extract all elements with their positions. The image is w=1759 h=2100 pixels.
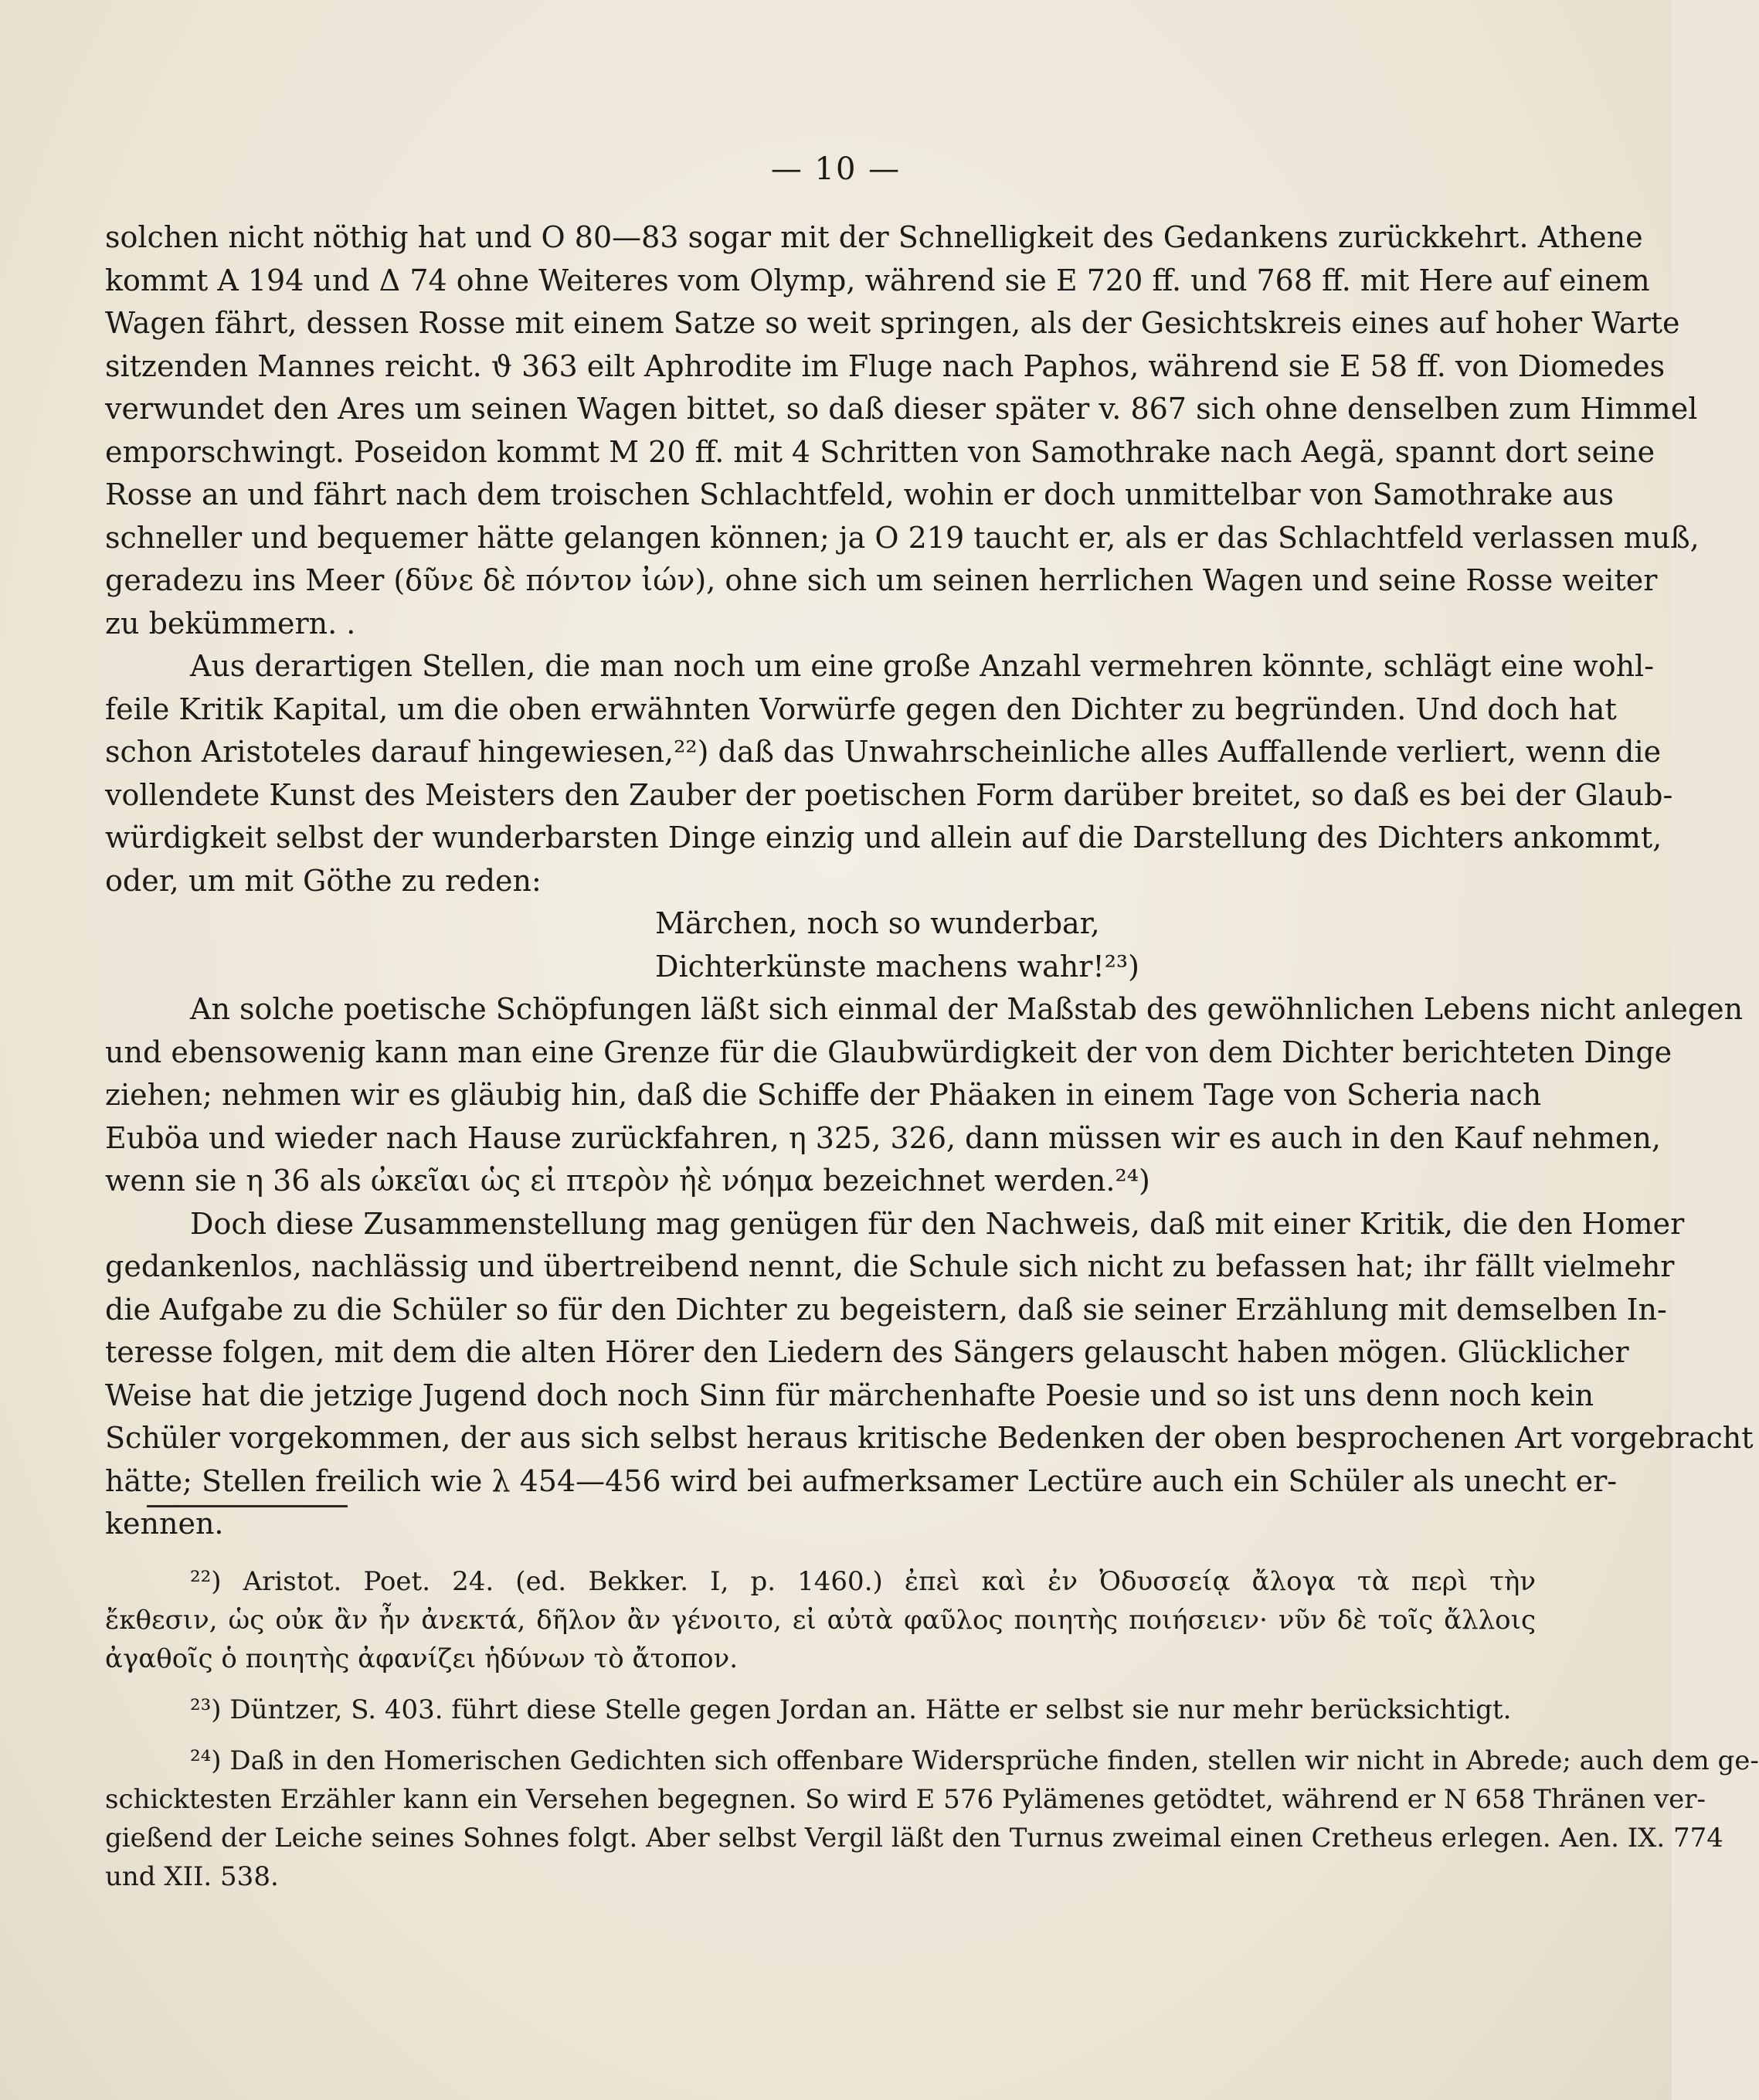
text-line: und ebensowenig kann man eine Grenze für die Glaubwürdigkeit der von dem Dichter berichteten Dinge	[105, 1035, 1672, 1069]
footnote-line: und XII. 538.	[105, 1861, 279, 1892]
text-line: Rosse an und fährt nach dem troischen Schlachtfeld, wohin er doch unmittelbar von Samothrake aus	[105, 477, 1614, 511]
footnote-line: gießend der Leiche seines Sohnes folgt. Aber selbst Vergil läßt den Turnus zweimal einen Cretheus erlegen. Aen. IX. 774	[105, 1823, 1723, 1854]
footnote-line: ἀγαθοῖς ὁ ποιητὴς ἀφανίζει ἡδύνων τὸ ἄτοπον.	[105, 1643, 739, 1674]
footnotes	[105, 1562, 1759, 1896]
paragraph-1	[105, 216, 1700, 645]
footnote-line: schicktesten Erzähler kann ein Versehen begegnen. So wird E 576 Pylämenes getödtet, während er N 658 Thränen ver-	[105, 1784, 1706, 1815]
text-line: feile Kritik Kapital, um die oben erwähnten Vorwürfe gegen den Dichter zu begründen. Und doch hat	[105, 692, 1617, 726]
text-line: vollendete Kunst des Meisters den Zauber der poetischen Form darüber breitet, so daß es bei der Glaub-	[105, 777, 1673, 812]
text-line: sitzenden Mannes reicht. ϑ 363 eilt Aphrodite im Fluge nach Paphos, während sie E 58 ff. von Diomedes	[105, 348, 1666, 383]
paragraph-4	[105, 1203, 1754, 1546]
text-line: Weise hat die jetzige Jugend doch noch Sinn für märchenhafte Poesie und so ist uns denn noch kein	[105, 1378, 1594, 1412]
goethe-quote	[105, 902, 1536, 988]
text-line: Euböa und wieder nach Hause zurückfahren, η 325, 326, dann müssen wir es auch in den Kauf nehmen,	[105, 1120, 1661, 1155]
text-line: verwundet den Ares um seinen Wagen bittet, so daß dieser später v. 867 sich ohne denselben zum Himmel	[105, 392, 1698, 426]
footnote-line: ²³) Düntzer, S. 403. führt diese Stelle gegen Jordan an. Hätte er selbst sie nur mehr berücksichtigt.	[190, 1694, 1512, 1725]
text-line: ziehen; nehmen wir es gläubig hin, daß die Schiffe der Phäaken in einem Tage von Scheria nach	[105, 1078, 1542, 1112]
poem-line: Märchen, noch so wunderbar,	[655, 906, 1100, 940]
text-line: die Aufgabe zu die Schüler so für den Dichter zu begeistern, daß sie seiner Erzählung mit demselben In-	[105, 1292, 1667, 1327]
page-number: — 10 —	[770, 151, 902, 187]
paragraph-3	[105, 988, 1744, 1203]
footnote-line: ἔκθεσιν, ὡς οὐκ ἂν ἦν ἀνεκτά, δῆλον ἂν γένοιτο, εἰ αὐτὰ φαῦλος ποιητὴς ποιήσειεν· νῦν δὲ τοῖς ἄλλοις	[105, 1605, 1536, 1636]
text-line: teresse folgen, mit dem die alten Hörer den Liedern des Sängers gelauscht haben mögen. Glücklicher	[105, 1335, 1629, 1369]
text-line: zu bekümmern. .	[105, 606, 356, 641]
footnote-separator	[147, 1505, 348, 1507]
text-line: Wagen fährt, dessen Rosse mit einem Satze so weit springen, als der Gesichtskreis eines auf hoher Warte	[105, 306, 1680, 340]
text-line: kommt A 194 und Δ 74 ohne Weiteres vom Olymp, während sie E 720 ff. und 768 ff. mit Here auf einem	[105, 263, 1650, 297]
text-line: kennen.	[105, 1507, 224, 1541]
text-line: hätte; Stellen freilich wie λ 454—456 wird bei aufmerksamer Lectüre auch ein Schüler als unecht er-	[105, 1463, 1618, 1498]
text-line: schneller und bequemer hätte gelangen können; ja O 219 taucht er, als er das Schlachtfeld verlassen muß,	[105, 520, 1700, 555]
footnote-22	[105, 1562, 1536, 1678]
footnote-24	[105, 1742, 1759, 1896]
text-line: gedankenlos, nachlässig und übertreibend nennt, die Schule sich nicht zu befassen hat; ihr fällt vielmehr	[105, 1249, 1675, 1283]
paragraph-2	[105, 645, 1673, 902]
footnote-line: ²⁴) Daß in den Homerischen Gedichten sich offenbare Widersprüche finden, stellen wir nicht in Abrede; auch dem ge-	[190, 1745, 1759, 1776]
text-line: geradezu ins Meer (δῦνε δὲ πόντον ἰών), ohne sich um seinen herrlichen Wagen und seine Rosse weiter	[105, 563, 1658, 597]
footnote-23	[105, 1691, 1536, 1729]
text-line: wenn sie η 36 als ὠκεῖαι ὡς εἰ πτερὸν ἠὲ νόημα bezeichnet werden.²⁴)	[105, 1164, 1150, 1198]
text-line: schon Aristoteles darauf hingewiesen,²²) daß das Unwahrscheinliche alles Auffallende verliert, wenn die	[105, 735, 1662, 769]
text-line: Schüler vorgekommen, der aus sich selbst heraus kritische Bedenken der oben besprochenen Art vorgebracht	[105, 1421, 1754, 1455]
text-line: Doch diese Zusammenstellung mag genügen für den Nachweis, daß mit einer Kritik, die den Homer	[190, 1206, 1685, 1241]
poem-line: Dichterkünste machens wahr!²³)	[655, 949, 1139, 984]
text-line: An solche poetische Schöpfungen läßt sich einmal der Maßstab des gewöhnlichen Lebens nicht anlegen	[190, 992, 1744, 1026]
text-line: würdigkeit selbst der wunderbarsten Dinge einzig und allein auf die Darstellung des Dichters ankommt,	[105, 821, 1662, 855]
text-line: emporschwingt. Poseidon kommt M 20 ff. mit 4 Schritten von Samothrake nach Aegä, spannt dort seine	[105, 434, 1655, 469]
text-line: oder, um mit Göthe zu reden:	[105, 863, 542, 898]
text-line: solchen nicht nöthig hat und O 80—83 sogar mit der Schnelligkeit des Gedankens zurückkehrt. Athene	[105, 220, 1643, 254]
main-text	[105, 216, 1754, 1546]
footnote-line: ²²) Aristot. Poet. 24. (ed. Bekker. I, p. 1460.) ἐπεὶ καὶ ἐν Ὀδυσσείᾳ ἄλογα τὰ περὶ τὴν	[190, 1566, 1536, 1597]
text-line: Aus derartigen Stellen, die man noch um eine große Anzahl vermehren könnte, schlägt eine wohl-	[190, 649, 1655, 683]
